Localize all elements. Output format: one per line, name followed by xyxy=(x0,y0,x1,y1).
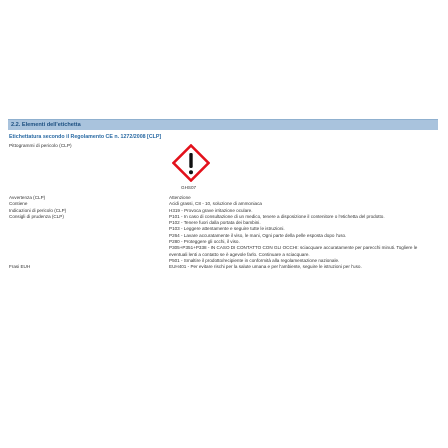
table-row xyxy=(9,214,437,264)
row-value: H319 - Provoca grave irritazione oculare. xyxy=(169,207,253,213)
row-value: P103 - Leggere attentamente e seguire tutte le istruzioni. xyxy=(169,226,285,232)
row-value: P101 - In caso di consultazione di un medico, tenere a disposizione il contenitore o l'etichetta del prodotto. xyxy=(169,213,385,219)
row-values xyxy=(169,264,437,270)
row-label: Contiene xyxy=(9,201,28,207)
row-value: Attenzione xyxy=(169,195,191,200)
section-header xyxy=(8,119,438,130)
table-row xyxy=(9,264,437,270)
row-value: P501 - Smaltire il prodotto/recipiente in conformità alla regolamentazione nazionale. xyxy=(169,257,340,263)
row-value: P305+P351+P338 - IN CASO DI CONTATTO CON GLI OCCHI: sciacquare accuratamente per parecchi minuti. Togliere le eventuali lenti a contatto se è agevole farlo. Continuare a sciacquare. xyxy=(169,245,418,257)
row-label: Consigli di prudenza (CLP) xyxy=(9,213,64,219)
section-title: 2.2. Elementi dell'etichetta xyxy=(11,122,81,128)
ghs07-exclamation-icon xyxy=(172,144,210,182)
pictograms-label: Pittogrammi di pericolo (CLP) xyxy=(9,144,72,149)
row-label: Avvertenza (CLP) xyxy=(9,195,46,200)
row-value: EUH401 - Per evitare rischi per la salute umana e per l'ambiente, seguire le istruzioni per l'uso. xyxy=(169,264,362,270)
row-values xyxy=(169,214,437,264)
row-value: P280 - Proteggere gli occhi, il viso. xyxy=(169,239,240,245)
ghs-code: GHS07 xyxy=(181,185,197,190)
row-value: P102 - Tenere fuori dalla portata dei bambini. xyxy=(169,220,261,226)
row-label: Indicazioni di pericolo (CLP) xyxy=(9,207,67,213)
label-regulation-heading: Etichettatura secondo il Regolamento CE n. 1272/2008 [CLP] xyxy=(9,134,162,140)
label-elements-table xyxy=(9,195,437,271)
row-value: P264 - Lavare accuratamente il viso, le mani, Ogni parte della pelle esposta dopo l'uso. xyxy=(169,232,347,238)
row-label: Frasi EUH xyxy=(9,264,31,270)
row-value: Acidi grassi, C8 - 10, soluzione di ammoniaca xyxy=(169,201,262,207)
